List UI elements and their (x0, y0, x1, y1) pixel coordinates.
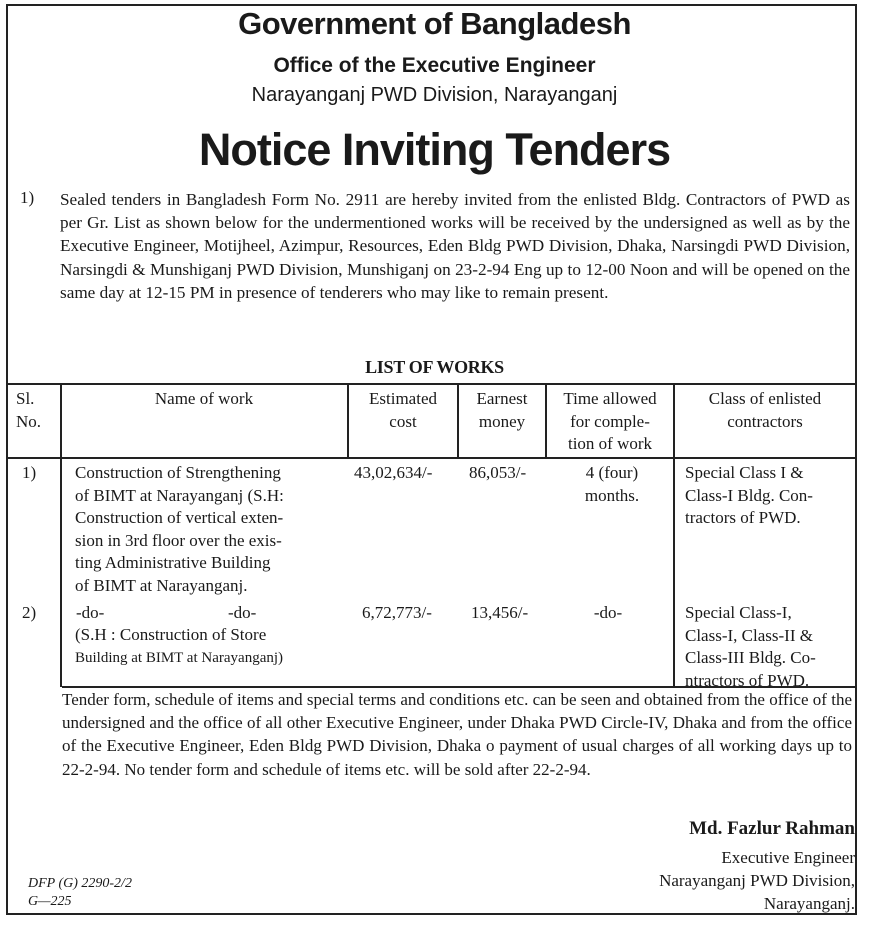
row-1-class-line: Class-I Bldg. Con- (685, 485, 813, 505)
list-of-works-title: LIST OF WORKS (365, 357, 504, 377)
row-2-sl: 2) (22, 603, 37, 622)
header-earnest-money (459, 388, 545, 433)
row-1-sl: 1) (22, 463, 37, 482)
header-estimated-cost (349, 388, 457, 433)
row-1-name-line: ting Administrative Building (75, 553, 271, 572)
notice-title: Notice Inviting Tenders (198, 124, 671, 175)
header-cost-line: cost (389, 411, 417, 431)
row-1-time-line: 4 (four) (585, 463, 639, 482)
header-class (675, 388, 855, 433)
office-heading: Office of the Executive Engineer (273, 54, 596, 77)
row-2-time: -do- (593, 603, 623, 622)
row-1-name-line: Construction of Strengthening (75, 463, 281, 482)
row-1-class-line: Special Class I & (685, 463, 804, 482)
row-1-time (549, 462, 675, 507)
table-header-rule (8, 457, 855, 459)
header-time-line: Time allowed (563, 389, 657, 408)
header-money-line: Earnest (476, 389, 528, 408)
government-heading: Government of Bangladesh (238, 6, 631, 41)
row-2-name (75, 624, 360, 669)
header-sl-line: Sl. (16, 389, 35, 408)
row-1-name-line: sion in 3rd floor over the exis- (75, 530, 282, 550)
header-time-line: for comple- (570, 411, 650, 431)
row-2-name-line: Building at BIMT at Narayanganj) (75, 649, 284, 666)
row-2-name-do-1: -do- (76, 603, 105, 622)
row-2-class-line: ntractors of PWD. (685, 670, 810, 690)
signatory-division: Narayanganj PWD Division, (659, 871, 855, 890)
row-1-cost: 43,02,634/- (354, 463, 433, 482)
row-2-class-line: Special Class-I, (685, 603, 792, 622)
row-1-name-line: of BIMT at Narayanganj (S.H: (75, 485, 284, 505)
tender-form-paragraph: Tender form, schedule of items and special terms and conditions etc. can be seen and obtained from the office of the undersigned and the office of all other Executive Engineer, under Dhaka PWD Circle-IV, Dhaka and from the office of the Executive Engineer, Eden Bldg PWD Division, Dhaka o payment of usual charges of all working days up to 22-2-94. No tender form and schedule of items etc. will be sold after 22-2-94. (62, 690, 852, 779)
table-top-rule (8, 383, 855, 385)
header-class-line: contractors (727, 411, 803, 431)
header-time-line: tion of work (567, 434, 653, 453)
row-2-class-line: Class-III Bldg. Co- (685, 648, 816, 667)
row-1-class-line: tractors of PWD. (685, 508, 801, 527)
row-2-class (685, 602, 816, 692)
dfp-reference: DFP (G) 2290-2/2 (28, 876, 132, 891)
header-cost-line: Estimated (369, 389, 437, 408)
table-col-divider (60, 383, 62, 687)
intro-paragraph: Sealed tenders in Bangladesh Form No. 2911 are hereby invited from the enlisted Bldg. Contractors of PWD as per Gr. List as shown below for the undermentioned works will be received by the undersigned as well as by the Executive Engineer, Motijheel, Azimpur, Resources, Eden Bldg PWD Division, Dhaka, Narsingdi PWD Division, Narsingdi & Munshiganj PWD Division, Munshiganj on 23-2-94 Eng up to 12-00 Noon and will be opened on the same day at 12-15 PM in presence of tenderers who may like to remain present. (60, 190, 850, 302)
row-2-cost: 6,72,773/- (362, 603, 432, 622)
signatory-designation: Executive Engineer (721, 848, 855, 867)
row-2-name-do-2: -do- (228, 603, 257, 622)
row-2-money: 13,456/- (471, 603, 529, 622)
g-reference: G—225 (28, 894, 72, 909)
header-sl-line: No. (16, 411, 42, 431)
row-2-class-line: Class-I, Class-II & (685, 625, 813, 645)
row-2-name-line: (S.H : Construction of Store (75, 625, 267, 644)
header-money-line: money (478, 411, 526, 431)
row-1-class (685, 462, 813, 530)
row-1-money: 86,053/- (469, 463, 527, 482)
division-heading: Narayanganj PWD Division, Narayanganj (251, 84, 618, 106)
header-time-allowed (547, 388, 673, 456)
row-1-name-line: Construction of vertical exten- (75, 508, 284, 527)
intro-number: 1) (20, 188, 35, 207)
row-1-name (75, 462, 347, 597)
row-1-time-line: months. (584, 485, 640, 505)
signatory-name: Md. Fazlur Rahman (689, 818, 855, 839)
header-name-of-work: Name of work (154, 389, 254, 408)
header-class-line: Class of enlisted (708, 389, 822, 408)
signatory-place: Narayanganj. (763, 894, 855, 913)
row-1-name-line: of BIMT at Narayanganj. (75, 575, 248, 595)
header-sl (16, 388, 41, 433)
